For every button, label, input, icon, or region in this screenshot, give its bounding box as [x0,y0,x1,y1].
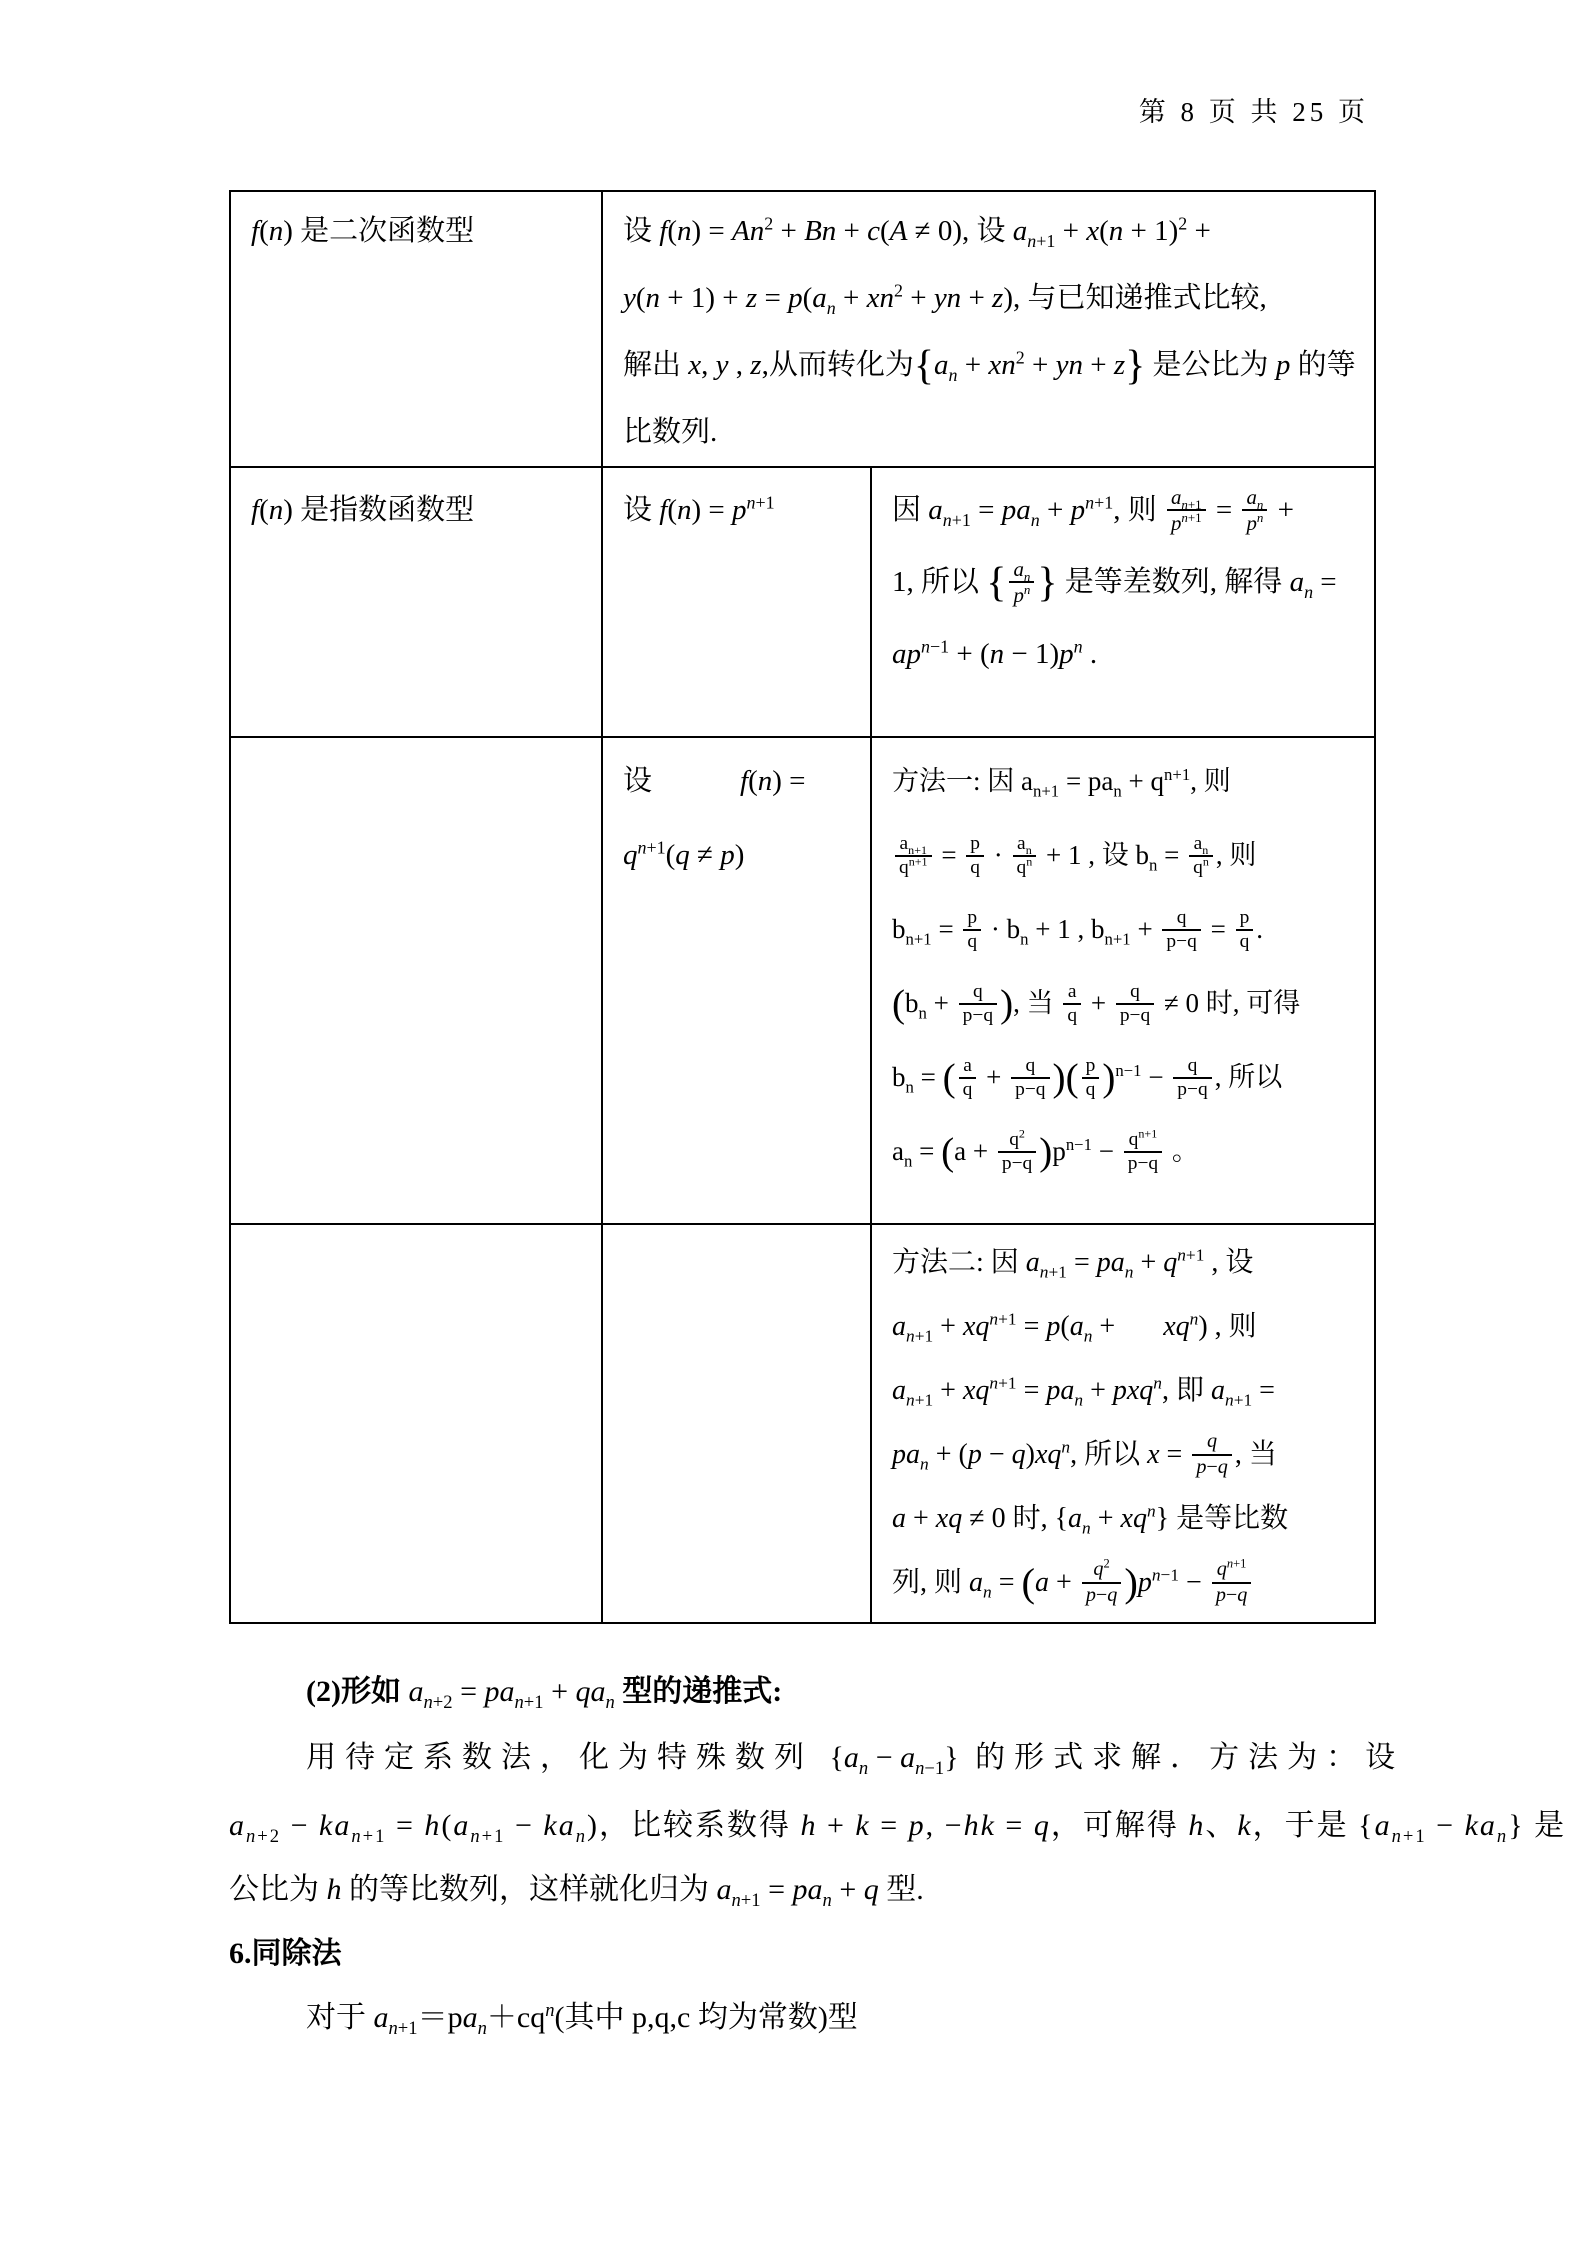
math-line: 设 $f(n) = p^{n+1}$ [623,492,775,526]
math-line: 设 $f(n) = An^2 + Bn + c(A \ne 0)$, 设 $a_{n+1} + x(n + 1)^2$ + [623,213,1211,251]
math-line: $pa_n + (p - q)xq^n$, 所以 x = $\frac{q}{p-q}$ , 当 [892,1430,1277,1478]
math-line: 比数列. [623,416,718,448]
paragraph-conclusion: 公比为 h 的等比数列，这样就化归为 $a_{n+1} = pa_n + q$ 型. [229,1873,924,1911]
math-line: 1, 所以 { $\frac{a_n}{p^n}$ } 是等差数列, 解得 $a_n$ = [892,557,1337,608]
math-line: 列, 则 $a_n = (a$ + $\frac{q^2}{p-q}$ )$p^{n-1}$ − $\frac{q^{n+1}}{p-q}$ [892,1551,1362,1615]
math-line: $ap^{n-1} + (n - 1)p^n$ . [892,636,1098,670]
cell-r3-empty [230,737,602,1224]
cell-r1-type [230,191,602,467]
cell-label: f(n) 是指数函数型 [251,494,475,526]
math-line: 方法一: 因 $a_{n+1} = pa_n + q^{n+1}$, 则 [892,765,1231,801]
math-line: $a_n = (a$ + $\frac{q^2}{p-q}$ )$p^{n-1}$ − $\frac{q^{n+1}}{p-q}$ 。 [892,1126,1199,1174]
math-line: a + xq ≠ 0 时, $\{a_n + xq^n\}$ 是等比数 [892,1501,1289,1538]
cell-r4-empty-1 [230,1224,602,1623]
cell-r1-solution [602,191,1375,467]
cell-r2-derivation [871,467,1375,737]
recurrence-methods-table [229,190,1376,1624]
paragraph-recurrence-type-heading: (2)形如 $a_{n+2} = pa_{n+1} + qa_n$ 型的递推式: [306,1675,783,1713]
math-line: 解出 x, y , z,从而转化为{$a_n + xn^2$ + yn + z} 是公比为 p 的等 [623,343,1356,390]
math-line: $a_{n+1} + xq^{n+1} = p(a_n + xq^n)$ , 则 [892,1309,1257,1346]
math-line: 因 $a_{n+1} = pa_n + p^{n+1}$, 则 $\frac{a_{n+1}}{p^{n+1}}$ = $\frac{a_n}{p^n}$ + [892,485,1294,536]
heading-division-method: 6.同除法 [229,1937,342,1970]
math-line: $\frac{a_{n+1}}{q^{n+1}}$ = $\frac{p}{q}$ · $\frac{a_n}{q^n}$ + 1 , 设 $b_n$ = $\frac{a_n}{q^n}$ , 则 [892,818,1362,892]
cell-r2-setup [602,467,871,737]
math-line: $q^{n+1}(q \ne p)$ [623,837,745,871]
paragraph-method-description: 用待定系数法，化为特殊数列 $\{a_n - a_{n-1}\}$ 的形式求解．方法为：设 [306,1741,1405,1779]
cell-r3-setup [602,737,871,1224]
math-line: 方法二: 因 $a_{n+1} = pa_n + q^{n+1}$ , 设 [892,1245,1254,1282]
paragraph-division-intro: 对于 $a_{n+1}=pa_n+cq^n$(其中 p,q,c 均为常数)型 [306,2000,858,2039]
cell-r2-type [230,467,602,737]
cell-r4-empty-2 [602,1224,871,1623]
math-line: $b_n$ = ( $\frac{a}{q}$ + $\frac{q}{p-q}$ )( $\frac{p}{q}$ )$^{n-1}$ − $\frac{q}{p-q}$ , 所以 [892,1054,1283,1100]
math-line: $a_{n+1} + xq^{n+1} = pa_n + pxq^n$, 即 $a_{n+1}$ = [892,1373,1275,1410]
math-line: ($b_n$ + $\frac{q}{p-q}$ ), 当 $\frac{a}{q}$ + $\frac{q}{p-q}$ ≠ 0 时, 可得 [892,980,1301,1026]
math-line: $y(n + 1) + z = p(a_n + xn^2$ + yn + z), 与已知递推式比较, [623,280,1267,318]
math-line: $b_{n+1}$ = $\frac{p}{q}$ · $b_n + 1$ , $b_{n+1}$ + $\frac{q}{p-q}$ = $\frac{p}{q}$ . [892,906,1264,952]
page-number: 第 8 页 共 25 页 [1138,97,1369,127]
cell-r4-method2 [871,1224,1375,1623]
cell-r3-method1 [871,737,1375,1224]
cell-label: f(n) 是二次函数型 [251,215,475,247]
math-line: 设 f(n) = [623,765,806,797]
paragraph-derivation: $a_{n+2} - ka_{n+1} = h(a_{n+1} - ka_n)$，比较系数得 h + k = p, −hk = q，可解得 h、k，于是 $\{a_{n+1} - ka_n\}$ 是 [229,1809,1567,1847]
